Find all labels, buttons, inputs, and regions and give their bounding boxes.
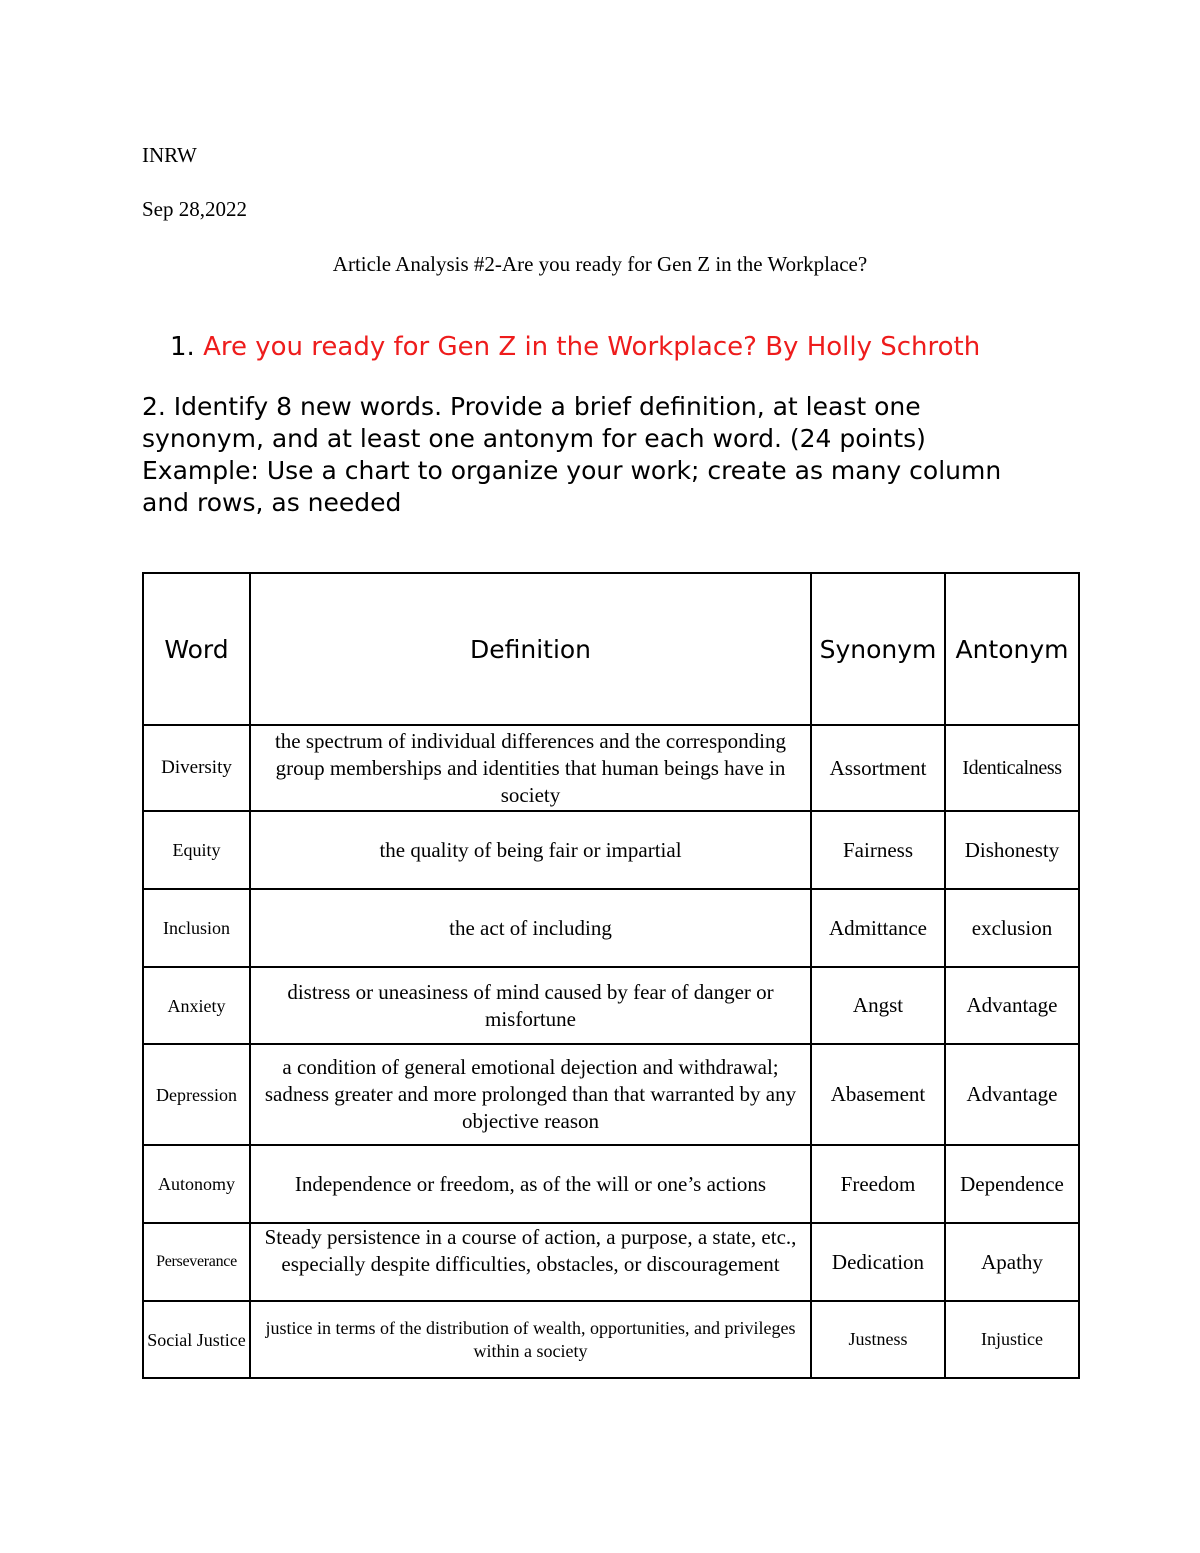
antonym-cell: Advantage (945, 1044, 1079, 1145)
table-header-row (143, 573, 1079, 725)
word-cell: Autonomy (143, 1145, 250, 1223)
definition-text: Steady persistence in a course of action, a purpose, a state, etc., especially despite difficulties, obstacles, or discouragement (264, 1225, 797, 1276)
table-row (143, 811, 1079, 889)
question-1-article-title: Are you ready for Gen Z in the Workplace? By Holly Schroth (203, 332, 981, 362)
document-title: Article Analysis #2-Are you ready for Gen Z in the Workplace? (332, 252, 868, 276)
definition-cell: justice in terms of the distribution of wealth, opportunities, and privileges within a society (250, 1301, 811, 1378)
definition-cell: a condition of general emotional dejection and withdrawal; sadness greater and more prolonged than that warranted by any objective reason (250, 1044, 811, 1145)
table-row (143, 1223, 1079, 1301)
synonym-cell: Justness (811, 1301, 945, 1378)
header-antonym: Antonym (945, 573, 1079, 725)
table-row (143, 1301, 1079, 1378)
synonym-cell: Abasement (811, 1044, 945, 1145)
synonym-cell: Admittance (811, 889, 945, 967)
header-word: Word (143, 573, 250, 725)
header-definition: Definition (250, 573, 811, 725)
course-name: INRW (142, 143, 197, 167)
synonym-cell: Dedication (811, 1223, 945, 1301)
antonym-cell: Advantage (945, 967, 1079, 1044)
word-cell: Social Justice (143, 1301, 250, 1378)
document-date: Sep 28,2022 (142, 197, 247, 221)
word-cell: Diversity (143, 725, 250, 811)
word-cell: Perseverance (143, 1223, 250, 1301)
table-row (143, 967, 1079, 1044)
antonym-cell: exclusion (945, 889, 1079, 967)
word-cell: Equity (143, 811, 250, 889)
definition-cell: the act of including (250, 889, 811, 967)
table-row (143, 1044, 1079, 1145)
antonym-cell: Dishonesty (945, 811, 1079, 889)
antonym-cell: Identicalness (945, 725, 1079, 811)
word-cell: Inclusion (143, 889, 250, 967)
table-row (143, 1145, 1079, 1223)
definition-cell: distress or uneasiness of mind caused by fear of danger or misfortune (250, 967, 811, 1044)
header-synonym: Synonym (811, 573, 945, 725)
vocabulary-table (142, 572, 1080, 1379)
synonym-cell: Freedom (811, 1145, 945, 1223)
definition-cell (250, 1223, 811, 1301)
table-row (143, 889, 1079, 967)
table-row (143, 725, 1079, 811)
definition-cell: the quality of being fair or impartial (250, 811, 811, 889)
synonym-cell: Assortment (811, 725, 945, 811)
question-2: 2. Identify 8 new words. Provide a brief definition, at least one synonym, and at least one antonym for each word. (24 points) Example: Use a chart to organize your work; create as many column and rows, as needed (142, 392, 1002, 517)
synonym-cell: Fairness (811, 811, 945, 889)
antonym-cell: Apathy (945, 1223, 1079, 1301)
antonym-cell: Dependence (945, 1145, 1079, 1223)
antonym-cell: Injustice (945, 1301, 1079, 1378)
word-cell: Anxiety (143, 967, 250, 1044)
word-cell: Depression (143, 1044, 250, 1145)
definition-cell: the spectrum of individual differences and the corresponding group memberships and identities that human beings have in society (250, 725, 811, 811)
question-1 (170, 332, 980, 362)
definition-cell: Independence or freedom, as of the will or one’s actions (250, 1145, 811, 1223)
question-1-number: 1. (170, 332, 195, 362)
synonym-cell: Angst (811, 967, 945, 1044)
